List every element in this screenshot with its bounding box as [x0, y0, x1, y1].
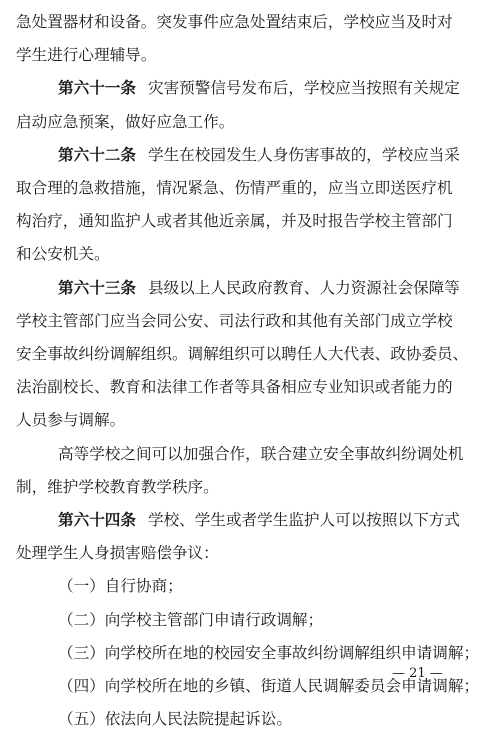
- line-text: 处理学生人身损害赔偿争议：: [16, 544, 219, 563]
- article-number: 第六十三条: [58, 278, 136, 297]
- line-text: 县级以上人民政府教育、人力资源社会保障等: [147, 278, 460, 297]
- paragraph-line: [0, 241, 504, 267]
- line-text: 安全事故纠纷调解组织。调解组织可以聘任人大代表、政协委员、: [16, 345, 469, 363]
- list-item: [0, 640, 504, 666]
- article-64-heading-line: [0, 507, 504, 533]
- article-number: 第六十二条: [58, 145, 136, 164]
- line-text: 学校主管部门应当会同公安、司法行政和其他有关部门成立学校: [16, 311, 453, 330]
- paragraph-line: [0, 540, 504, 566]
- line-text: 高等学校之间可以加强合作，联合建立安全事故纠纷调处机: [58, 444, 464, 463]
- line-text: 灾害预警信号发布后，学校应当按照有关规定: [147, 79, 460, 98]
- line-text: 学生进行心理辅导。: [16, 46, 157, 65]
- line-text: 制，维护学校教育教学秩序。: [16, 477, 219, 496]
- paragraph-line: [0, 407, 504, 433]
- list-item-text: （五）依法向人民法院提起诉讼。: [58, 710, 292, 729]
- article-62-heading-line: [0, 142, 504, 168]
- list-item-text: （二）向学校主管部门申请行政调解；: [58, 610, 324, 629]
- paragraph-line: [0, 208, 504, 234]
- paragraph-line: [0, 175, 504, 201]
- list-item: [0, 607, 504, 633]
- list-item-text: （四）向学校所在地的乡镇、街道人民调解委员会申请调解；: [58, 677, 480, 695]
- paragraph-line: [0, 109, 504, 135]
- page-number: — 21 —: [392, 666, 443, 681]
- article-61-heading-line: [0, 75, 504, 101]
- article-63-heading-line: [0, 275, 504, 301]
- line-text: 学生在校园发生人身伤害事故的，学校应当采: [147, 145, 460, 164]
- line-text: 和公安机关。: [16, 245, 110, 264]
- line-text: 人员参与调解。: [16, 411, 126, 430]
- line-text: 取合理的急救措施，情况紧急、伤情严重的，应当立即送医疗机: [16, 179, 453, 197]
- paragraph-line: [0, 374, 504, 400]
- paragraph-line: [0, 341, 504, 367]
- paragraph-line: [0, 42, 504, 68]
- line-text: 法治副校长、教育和法律工作者等具备相应专业知识或者能力的: [16, 378, 453, 397]
- list-item-text: （一）自行协商；: [58, 577, 183, 596]
- list-item-text: （三）向学校所在地的校园安全事故纠纷调解组织申请调解；: [58, 643, 480, 662]
- paragraph-line: [0, 474, 504, 500]
- article-number: 第六十四条: [58, 511, 136, 529]
- line-text: 学校、学生或者学生监护人可以按照以下方式: [147, 511, 460, 529]
- paragraph-line: [0, 441, 504, 467]
- list-item: [0, 573, 504, 599]
- line-text: 构治疗，通知监护人或者其他近亲属，并及时报告学校主管部门: [16, 212, 453, 231]
- paragraph-line: [0, 9, 504, 35]
- article-number: 第六十一条: [58, 79, 136, 98]
- list-item: [0, 706, 504, 732]
- line-text: 启动应急预案，做好应急工作。: [16, 112, 235, 131]
- paragraph-line: [0, 308, 504, 334]
- line-text: 急处置器材和设备。突发事件应急处置结束后，学校应当及时对: [16, 13, 453, 31]
